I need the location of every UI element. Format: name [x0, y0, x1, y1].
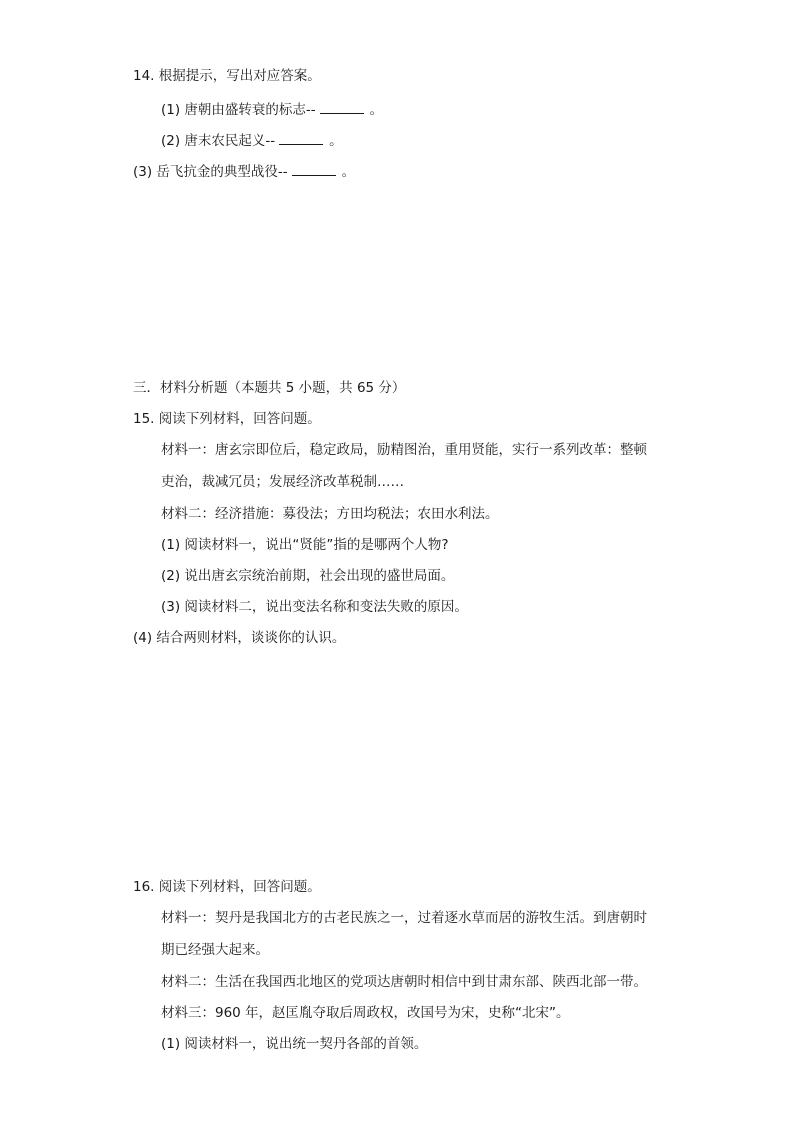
section-title: 三．材料分析题（本题共 5 小题，共 65 分）: [133, 380, 406, 396]
q16-material1-line2: 期已经强大起来。: [161, 942, 269, 958]
q14-sub3-text: (3) 岳飞抗金的典型战役--: [133, 164, 288, 180]
q15-stem: 15. 阅读下列材料，回答问题。: [133, 411, 321, 427]
q16-stem: 16. 阅读下列材料，回答问题。: [133, 879, 321, 895]
q14-sub3-end: 。: [341, 164, 356, 180]
q15-sub1: (1) 阅读材料一，说出“贤能”指的是哪两个人物?: [161, 537, 449, 553]
q16-material1-line1: 材料一：契丹是我国北方的古老民族之一，过着逐水草而居的游牧生活。到唐朝时: [161, 910, 647, 926]
q15-sub2: (2) 说出唐玄宗统治前期，社会出现的盛世局面。: [161, 568, 455, 584]
q14-sub1-text: (1) 唐朝由盛转衰的标志--: [161, 102, 316, 118]
q16-material3: 材料三：960 年，赵匡胤夺取后周政权，改国号为宋，史称“北宋”。: [161, 1005, 570, 1021]
q16-sub1: (1) 阅读材料一，说出统一契丹各部的首领。: [161, 1036, 428, 1052]
q14-sub2: [161, 130, 343, 150]
q14-sub1-end: 。: [369, 102, 384, 118]
q14-sub1: [161, 99, 383, 119]
q15-material1-line2: 吏治，裁减冗员；发展经济改革税制……: [161, 474, 404, 490]
q14-stem: 14. 根据提示，写出对应答案。: [133, 68, 321, 84]
answer-blank[interactable]: [279, 130, 323, 145]
q15-material2: 材料二：经济措施：募役法；方田均税法；农田水利法。: [161, 506, 499, 522]
q15-material1-line1: 材料一：唐玄宗即位后，稳定政局，励精图治，重用贤能，实行一系列改革：整顿: [161, 442, 647, 458]
q15-sub3: (3) 阅读材料二，说出变法名称和变法失败的原因。: [161, 599, 468, 615]
q15-sub4: (4) 结合两则材料，谈谈你的认识。: [133, 630, 346, 646]
q14-sub3: [133, 161, 355, 181]
q14-sub2-end: 。: [329, 133, 343, 149]
q16-material2: 材料二：生活在我国西北地区的党项达唐朝时相信中到甘肃东部、陕西北部一带。: [161, 974, 647, 990]
q14-sub2-text: (2) 唐末农民起义--: [161, 133, 276, 149]
answer-blank[interactable]: [292, 161, 336, 176]
answer-blank[interactable]: [320, 99, 364, 114]
